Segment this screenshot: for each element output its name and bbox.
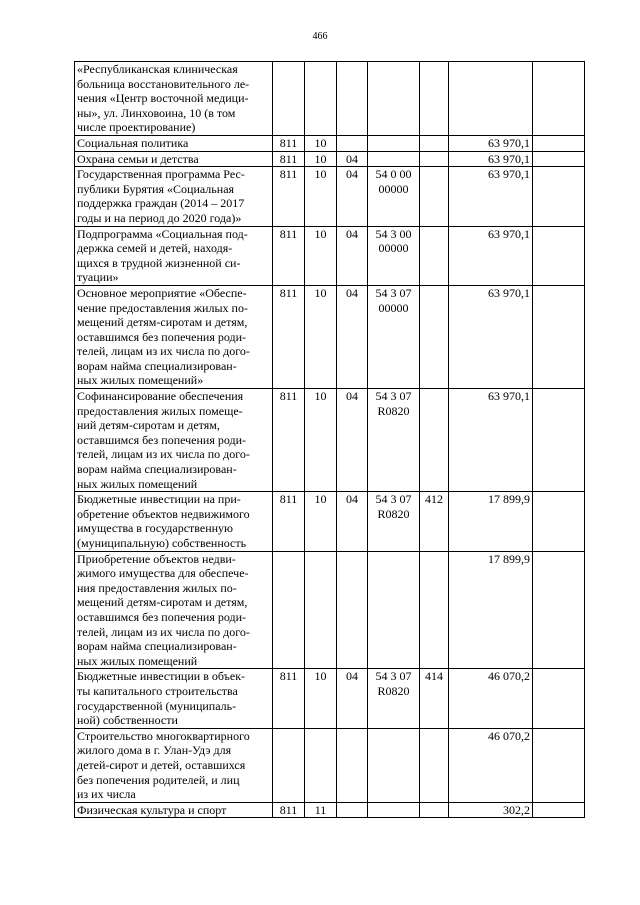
table-row — [75, 285, 585, 388]
cell-target — [368, 151, 420, 167]
table-row — [75, 62, 585, 136]
cell-admin: 811 — [273, 389, 305, 492]
cell-extra — [533, 167, 585, 226]
cell-name-line: Социальная политика — [77, 135, 189, 150]
cell-name-line: числе проектирование) — [77, 120, 196, 135]
cell-subsection: 04 — [337, 285, 368, 388]
cell-name-line: чения «Центр восточной медици- — [77, 91, 249, 106]
cell-admin: 811 — [273, 151, 305, 167]
cell-target — [368, 669, 420, 728]
cell-section: 10 — [305, 492, 337, 551]
cell-amount: 46 070,2 — [449, 669, 533, 728]
cell-name-line: ных жилых помещений» — [77, 373, 204, 388]
cell-target — [368, 492, 420, 551]
cell-admin: 811 — [273, 226, 305, 285]
cell-target-line: 54 3 07 — [375, 389, 412, 404]
cell-name — [75, 167, 273, 226]
cell-name-line: годы и на период до 2020 года)» — [77, 210, 242, 225]
cell-extra — [533, 389, 585, 492]
cell-name-line: «Республиканская клиническая — [77, 62, 238, 76]
cell-target — [368, 226, 420, 285]
cell-extra — [533, 151, 585, 167]
cell-name — [75, 802, 273, 818]
cell-section: 10 — [305, 285, 337, 388]
cell-name-line: ворам найма специализирован- — [77, 639, 237, 654]
cell-name-line: имущества в государственную — [77, 521, 234, 536]
cell-name-line: оставшимся без попечения роди- — [77, 432, 247, 447]
cell-name-line: Охрана семьи и детства — [77, 151, 199, 166]
cell-extra — [533, 285, 585, 388]
cell-name — [75, 551, 273, 669]
cell-name-line: больница восстановительного ле- — [77, 76, 250, 91]
cell-section: 10 — [305, 135, 337, 151]
cell-name-line: ны», ул. Линховоина, 10 (в том — [77, 105, 236, 120]
cell-name-line: ных жилых помещений — [77, 653, 198, 668]
table-row — [75, 151, 585, 167]
cell-admin — [273, 551, 305, 669]
cell-subsection — [337, 551, 368, 669]
cell-target-line: R0820 — [377, 683, 410, 698]
cell-extra — [533, 669, 585, 728]
cell-name-line: ных жилых помещений — [77, 476, 198, 491]
cell-name-line: Физическая культура и спорт — [77, 802, 227, 817]
cell-section — [305, 728, 337, 802]
cell-extra — [533, 802, 585, 818]
cell-target-line: 54 3 07 — [375, 669, 412, 684]
cell-extra — [533, 62, 585, 136]
cell-name — [75, 151, 273, 167]
cell-name-line: ной) собственности — [77, 713, 178, 728]
table-body — [75, 62, 585, 818]
cell-name-line: чение предоставления жилых по- — [77, 300, 248, 315]
table-row — [75, 551, 585, 669]
cell-section — [305, 551, 337, 669]
cell-extra — [533, 135, 585, 151]
cell-name-line: обретение объектов недвижимого — [77, 506, 250, 521]
cell-name-line: государственной (муниципаль- — [77, 698, 237, 713]
cell-target-line: R0820 — [377, 506, 410, 521]
cell-subsection — [337, 62, 368, 136]
cell-target-line: 54 0 00 — [375, 167, 412, 182]
cell-admin: 811 — [273, 492, 305, 551]
table-row — [75, 802, 585, 818]
cell-amount: 17 899,9 — [449, 492, 533, 551]
budget-table — [74, 61, 585, 818]
cell-amount: 63 970,1 — [449, 135, 533, 151]
table-row — [75, 135, 585, 151]
cell-subsection: 04 — [337, 492, 368, 551]
cell-name-line: Софинансирование обеспечения — [77, 389, 244, 404]
cell-name — [75, 285, 273, 388]
cell-amount: 63 970,1 — [449, 285, 533, 388]
cell-expense-type — [420, 62, 449, 136]
cell-admin — [273, 62, 305, 136]
cell-admin: 811 — [273, 802, 305, 818]
cell-amount — [449, 62, 533, 136]
cell-name-line: (муниципальную) собственность — [77, 536, 247, 550]
cell-name — [75, 226, 273, 285]
cell-name — [75, 389, 273, 492]
cell-subsection: 04 — [337, 226, 368, 285]
cell-section: 10 — [305, 669, 337, 728]
cell-name-line: детей-сирот и детей, оставшихся — [77, 757, 246, 772]
cell-section — [305, 62, 337, 136]
cell-name-line: Государственная программа Рес- — [77, 167, 245, 182]
cell-name-line: телей, лицам из их числа по дого- — [77, 624, 250, 639]
cell-extra — [533, 551, 585, 669]
cell-subsection — [337, 728, 368, 802]
cell-target-line: 54 3 00 — [375, 226, 412, 241]
cell-admin: 811 — [273, 135, 305, 151]
cell-target-line: R0820 — [377, 403, 410, 418]
cell-amount: 63 970,1 — [449, 151, 533, 167]
cell-extra — [533, 492, 585, 551]
cell-admin: 811 — [273, 285, 305, 388]
cell-expense-type — [420, 151, 449, 167]
cell-target — [368, 62, 420, 136]
cell-target — [368, 802, 420, 818]
cell-name — [75, 492, 273, 551]
cell-name — [75, 728, 273, 802]
cell-target-line: 00000 — [378, 181, 409, 196]
cell-expense-type — [420, 285, 449, 388]
cell-section: 11 — [305, 802, 337, 818]
cell-admin — [273, 728, 305, 802]
cell-subsection: 04 — [337, 167, 368, 226]
cell-name-line: Строительство многоквартирного — [77, 728, 250, 743]
cell-name-line: ний детям-сиротам и детям, — [77, 418, 220, 433]
cell-name-line: ворам найма специализирован- — [77, 358, 237, 373]
cell-expense-type — [420, 135, 449, 151]
cell-name-line: публики Бурятия «Социальная — [77, 181, 235, 196]
table-row — [75, 492, 585, 551]
cell-name-line: поддержка граждан (2014 – 2017 — [77, 196, 245, 211]
cell-name — [75, 669, 273, 728]
cell-section: 10 — [305, 389, 337, 492]
cell-subsection: 04 — [337, 669, 368, 728]
cell-name-line: ворам найма специализирован- — [77, 462, 237, 477]
cell-subsection: 04 — [337, 389, 368, 492]
cell-name-line: телей, лицам из их числа по дого- — [77, 344, 250, 359]
table-row — [75, 226, 585, 285]
cell-section: 10 — [305, 226, 337, 285]
cell-name-line: Бюджетные инвестиции в объек- — [77, 669, 246, 684]
cell-name-line: мещений детям-сиротам и детям, — [77, 595, 248, 610]
cell-target-line: 00000 — [378, 241, 409, 256]
cell-name-line: телей, лицам из их числа по дого- — [77, 447, 250, 462]
cell-expense-type — [420, 728, 449, 802]
cell-extra — [533, 226, 585, 285]
cell-name-line: ты капитального строительства — [77, 683, 238, 698]
page-number: 466 — [312, 31, 328, 42]
cell-target-line: 00000 — [378, 300, 409, 315]
cell-name-line: предоставления жилых помеще- — [77, 403, 243, 418]
cell-name — [75, 135, 273, 151]
cell-name-line: мещений детям-сиротам и детям, — [77, 315, 248, 330]
cell-expense-type — [420, 802, 449, 818]
cell-target-line: 54 3 07 — [375, 492, 412, 507]
cell-subsection: 04 — [337, 151, 368, 167]
cell-name-line: из их числа — [77, 787, 136, 802]
cell-target — [368, 551, 420, 669]
cell-amount: 302,2 — [449, 802, 533, 818]
cell-name-line: туации» — [77, 270, 119, 285]
table-row — [75, 669, 585, 728]
cell-section: 10 — [305, 151, 337, 167]
cell-section: 10 — [305, 167, 337, 226]
cell-amount: 17 899,9 — [449, 551, 533, 669]
cell-target — [368, 285, 420, 388]
table-row — [75, 389, 585, 492]
table-row — [75, 728, 585, 802]
cell-target — [368, 389, 420, 492]
cell-name-line: жилого дома в г. Улан-Удэ для — [77, 743, 232, 758]
cell-subsection — [337, 135, 368, 151]
cell-subsection — [337, 802, 368, 818]
cell-name-line: жимого имущества для обеспече- — [77, 566, 249, 581]
cell-expense-type: 412 — [420, 492, 449, 551]
cell-name-line: Бюджетные инвестиции на при- — [77, 492, 241, 507]
cell-name-line: Подпрограмма «Социальная под- — [77, 226, 248, 241]
cell-expense-type — [420, 389, 449, 492]
cell-amount: 46 070,2 — [449, 728, 533, 802]
cell-expense-type — [420, 551, 449, 669]
cell-name-line: Приобретение объектов недви- — [77, 551, 236, 566]
cell-name-line: держка семей и детей, находя- — [77, 241, 233, 256]
cell-name — [75, 62, 273, 136]
cell-name-line: без попечения родителей, и лиц — [77, 772, 240, 787]
table-row — [75, 167, 585, 226]
cell-extra — [533, 728, 585, 802]
cell-target — [368, 728, 420, 802]
cell-name-line: оставшимся без попечения роди- — [77, 609, 247, 624]
cell-amount: 63 970,1 — [449, 389, 533, 492]
cell-expense-type: 414 — [420, 669, 449, 728]
cell-amount: 63 970,1 — [449, 167, 533, 226]
cell-admin: 811 — [273, 167, 305, 226]
cell-target — [368, 167, 420, 226]
cell-name-line: оставшимся без попечения роди- — [77, 329, 247, 344]
cell-expense-type — [420, 226, 449, 285]
cell-name-line: щихся в трудной жизненной си- — [77, 255, 241, 270]
cell-amount: 63 970,1 — [449, 226, 533, 285]
cell-target-line: 54 3 07 — [375, 285, 412, 300]
cell-name-line: Основное мероприятие «Обеспе- — [77, 285, 247, 300]
cell-expense-type — [420, 167, 449, 226]
cell-target — [368, 135, 420, 151]
cell-name-line: ния предоставления жилых по- — [77, 580, 237, 595]
cell-admin: 811 — [273, 669, 305, 728]
